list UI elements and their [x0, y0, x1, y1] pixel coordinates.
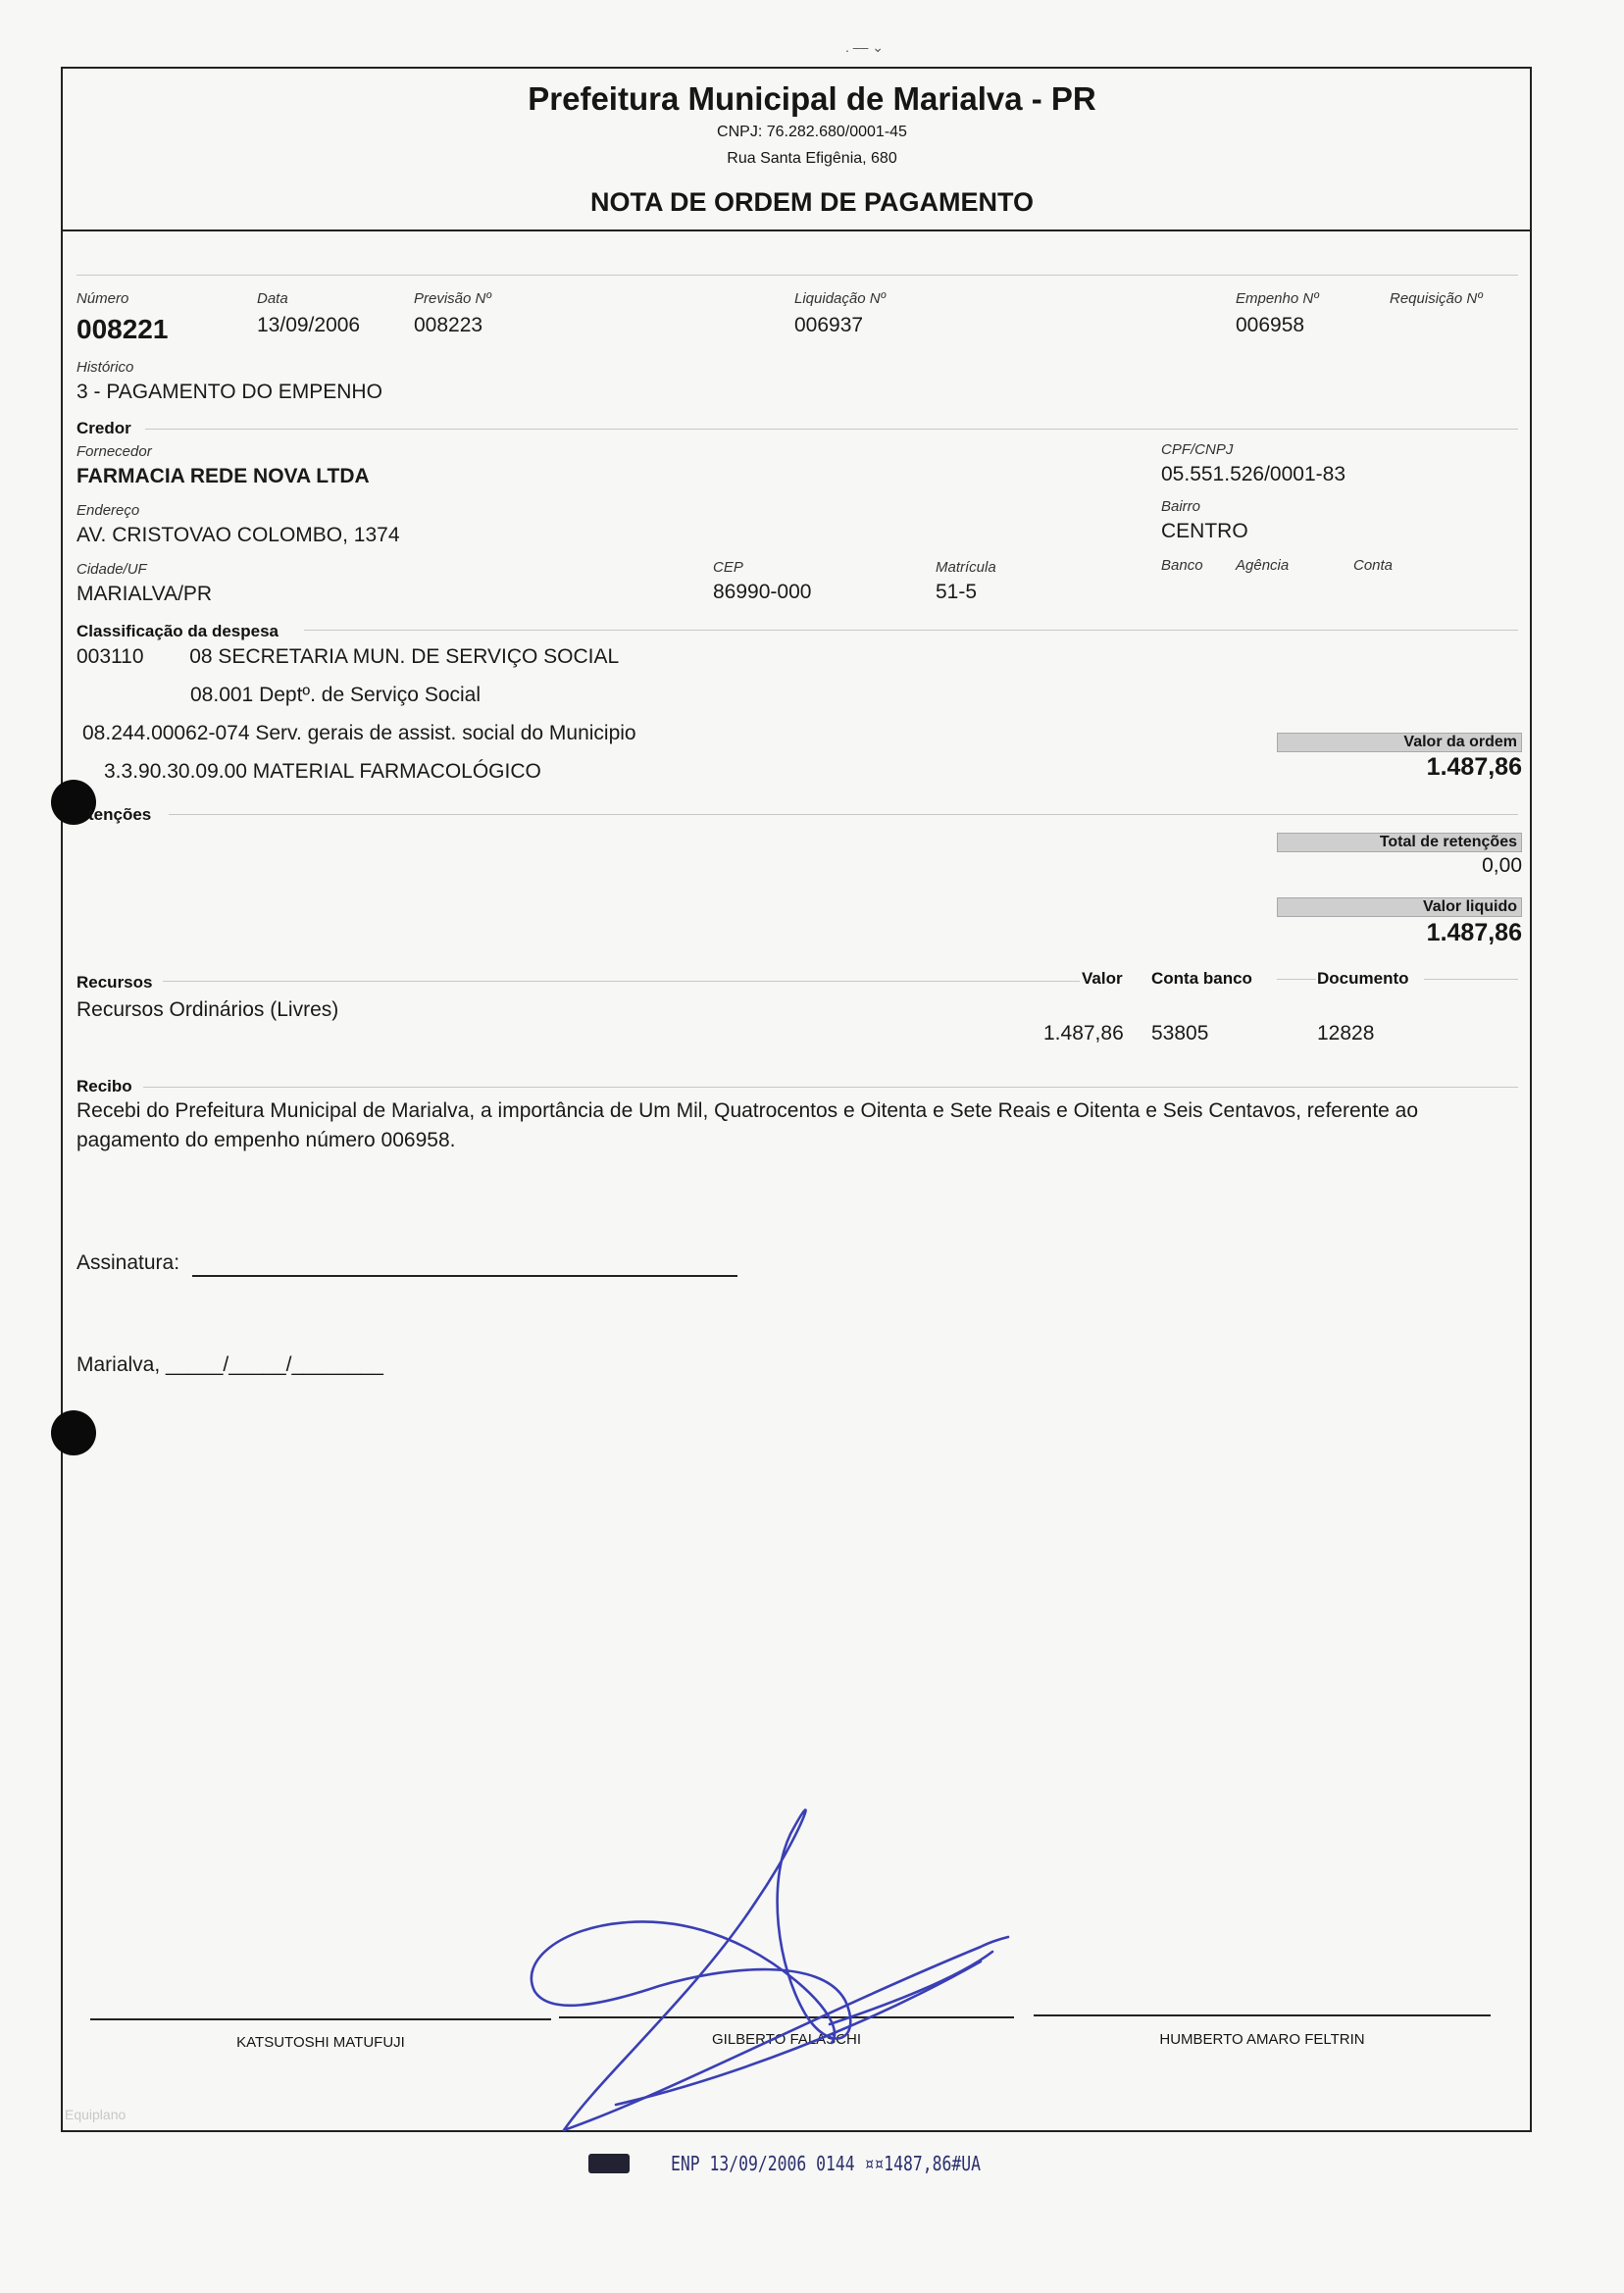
cidade-label: Cidade/UF: [76, 561, 147, 578]
retencoes-section-title: tenções: [88, 805, 152, 824]
data-value: 13/09/2006: [257, 314, 361, 336]
recibo-section-title: Recibo: [76, 1077, 132, 1096]
total-retencoes-value: 0,00: [1482, 854, 1522, 877]
scan-mark: . –– ⌄: [845, 39, 884, 55]
cep-label: CEP: [713, 559, 743, 576]
valor-ordem-label: Valor da ordem: [1277, 733, 1522, 752]
numero-label: Número: [76, 290, 129, 307]
classificacao-line: 08.244.00062-074 Serv. gerais de assist. social do Municipio: [82, 722, 636, 744]
endereco-label: Endereço: [76, 502, 140, 519]
total-retencoes-label: Total de retenções: [1277, 833, 1522, 852]
cep-value: 86990-000: [713, 581, 812, 603]
recibo-text-line2: pagamento do empenho número 006958.: [76, 1129, 456, 1151]
liquidacao-value: 006937: [794, 314, 864, 336]
fornecedor-label: Fornecedor: [76, 443, 152, 460]
watermark: Equiplano: [65, 2107, 127, 2122]
recursos-conta-banco: 53805: [1151, 1022, 1209, 1045]
payment-stamp: ENP 13/09/2006 0144 ¤¤1487,86#UA: [671, 2152, 981, 2175]
previsao-label: Previsão Nº: [414, 290, 491, 307]
signatory-name: GILBERTO FALASCHI: [712, 2031, 861, 2048]
page-title: Prefeitura Municipal de Marialva - PR: [528, 80, 1096, 117]
recursos-documento: 12828: [1317, 1022, 1375, 1045]
matricula-value: 51-5: [936, 581, 978, 603]
numero-value: 008221: [76, 314, 169, 344]
endereco-value: AV. CRISTOVAO COLOMBO, 1374: [76, 524, 400, 546]
assinatura-label: Assinatura:: [76, 1251, 180, 1274]
valor-ordem-value: 1.487,86: [1426, 753, 1522, 781]
classificacao-line: 3.3.90.30.09.00 MATERIAL FARMACOLÓGICO: [104, 760, 541, 783]
valor-liquido-label: Valor liquido: [1277, 897, 1522, 917]
document-title: NOTA DE ORDEM DE PAGAMENTO: [589, 187, 1034, 217]
recibo-text-line1: Recebi do Prefeitura Municipal de Marialva, a importância de Um Mil, Quatrocentos e Oitenta e Sete Reais e Oitenta e Seis Centavos, referente ao: [76, 1099, 1419, 1122]
historico-value: 3 - PAGAMENTO DO EMPENHO: [76, 381, 382, 403]
header-cnpj: CNPJ: 76.282.680/0001-45: [717, 124, 907, 140]
empenho-label: Empenho Nº: [1236, 290, 1319, 307]
cidade-value: MARIALVA/PR: [76, 583, 213, 605]
signatory-name: KATSUTOSHI MATUFUJI: [236, 2034, 405, 2051]
matricula-label: Matrícula: [936, 559, 996, 576]
data-label: Data: [257, 290, 288, 307]
bairro-label: Bairro: [1161, 498, 1201, 515]
recursos-section-title: Recursos: [76, 973, 153, 992]
empenho-value: 006958: [1236, 314, 1305, 336]
credor-section-title: Credor: [76, 419, 131, 437]
recursos-documento-label: Documento: [1317, 969, 1409, 988]
requisicao-label: Requisição Nº: [1390, 290, 1483, 307]
fornecedor-value: FARMACIA REDE NOVA LTDA: [76, 465, 370, 487]
historico-label: Histórico: [76, 359, 134, 376]
classificacao-line: 003110 08 SECRETARIA MUN. DE SERVIÇO SOCIAL: [76, 645, 620, 668]
banco-label: Banco: [1161, 557, 1203, 574]
signatory-name: HUMBERTO AMARO FELTRIN: [1159, 2031, 1365, 2048]
bairro-value: CENTRO: [1161, 520, 1248, 542]
recursos-valor-label: Valor: [1082, 969, 1123, 988]
agencia-label: Agência: [1236, 557, 1290, 574]
cpf-label: CPF/CNPJ: [1161, 441, 1234, 458]
classificacao-section-title: Classificação da despesa: [76, 622, 279, 640]
local-data-line: Marialva, _____/_____/________: [76, 1353, 383, 1376]
cpf-value: 05.551.526/0001-83: [1161, 463, 1346, 485]
recursos-conta-banco-label: Conta banco: [1151, 969, 1252, 988]
conta-label: Conta: [1353, 557, 1394, 574]
previsao-value: 008223: [414, 314, 483, 336]
recursos-valor: 1.487,86: [1043, 1022, 1124, 1045]
recursos-descricao: Recursos Ordinários (Livres): [76, 998, 339, 1021]
header-address: Rua Santa Efigênia, 680: [727, 150, 897, 167]
classificacao-line: 08.001 Deptº. de Serviço Social: [190, 684, 482, 706]
valor-liquido-value: 1.487,86: [1426, 919, 1522, 946]
liquidacao-label: Liquidação Nº: [794, 290, 887, 307]
stamp-logo: [588, 2154, 630, 2173]
